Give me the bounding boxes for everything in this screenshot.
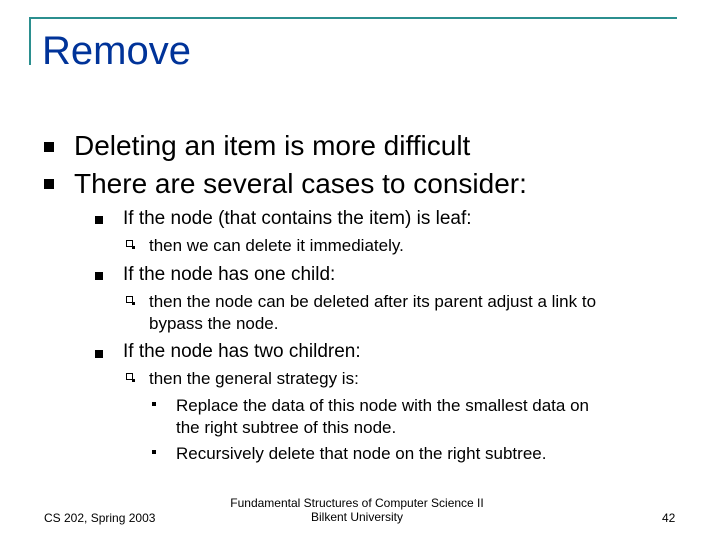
bullet-small-square-icon [152, 402, 156, 406]
title-frame-top-rule [29, 17, 677, 19]
case-one-child-detail-line1: then the node can be deleted after its parent adjust a link to [149, 292, 597, 311]
footer-university: Bilkent University [310, 510, 404, 524]
bullet-hollow-square-icon [126, 296, 133, 303]
slide-title: Remove [42, 29, 191, 73]
bullet-square-icon [95, 350, 103, 358]
bullet-square-icon [95, 272, 103, 280]
step2-text: Recursively delete that node on the right subtree. [176, 444, 547, 463]
bullet-square-icon [44, 179, 54, 189]
case-leaf-detail: then we can delete it immediately. [149, 236, 404, 255]
case-one-child-heading: If the node has one child: [123, 264, 336, 285]
case-two-children-detail: then the general strategy is: [149, 369, 359, 388]
footer-page-number: 42 [662, 511, 676, 525]
footer-course-title-line1: Fundamental Structures of Computer Science II [230, 496, 484, 510]
step1-line2: the right subtree of this node. [176, 418, 397, 437]
case-one-child-detail-line2: bypass the node. [149, 314, 279, 333]
footer-course-title [207, 496, 507, 524]
case-two-children-heading: If the node has two children: [123, 341, 361, 362]
bullet-square-icon [44, 142, 54, 152]
bullet-square-icon [95, 216, 103, 224]
bullet-text: Deleting an item is more difficult [74, 130, 471, 161]
title-frame-left-rule [29, 17, 31, 65]
footer-course: CS 202, Spring 2003 [44, 511, 156, 525]
bullet-hollow-square-icon [126, 240, 133, 247]
bullet-small-square-icon [152, 450, 156, 454]
case-leaf-heading: If the node (that contains the item) is leaf: [123, 208, 472, 229]
step1-line1: Replace the data of this node with the smallest data on [176, 396, 589, 415]
bullet-hollow-square-icon [126, 373, 133, 380]
bullet-text: There are several cases to consider: [74, 168, 527, 199]
